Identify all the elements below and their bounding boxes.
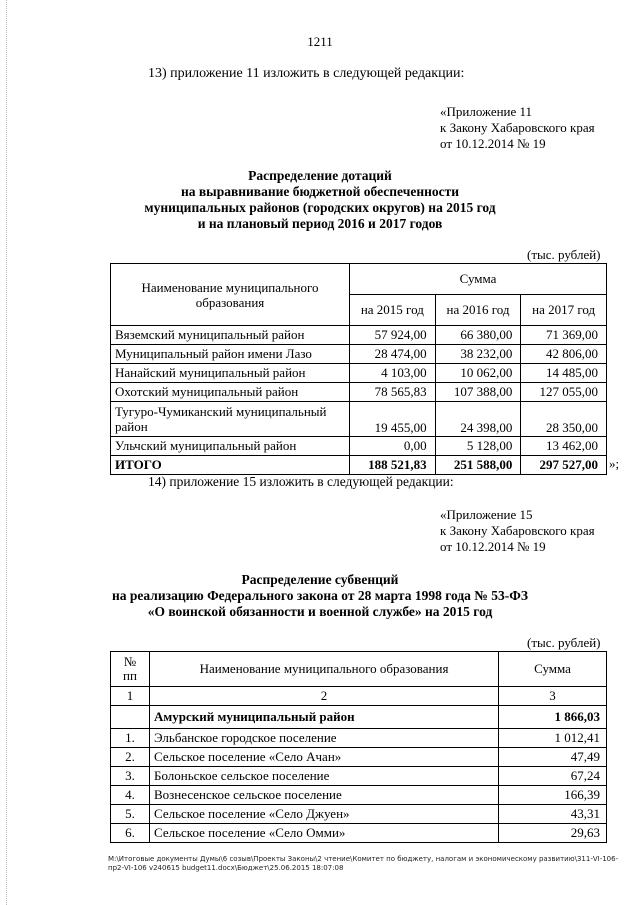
year-2017: на 2017 год (521, 295, 607, 326)
row-sum: 47,49 (499, 748, 607, 767)
value-2016: 107 388,00 (435, 383, 521, 402)
value-2016: 24 398,00 (435, 402, 521, 437)
total-2017: 297 527,00 (521, 456, 607, 475)
total-label: ИТОГО (111, 456, 350, 475)
value-2017: 42 806,00 (521, 345, 607, 364)
column-header-name: Наименование муниципального образования (150, 652, 499, 687)
row-no: 5. (111, 805, 150, 824)
column-header-number (111, 652, 150, 687)
row-name: Ульчский муниципальный район (111, 437, 350, 456)
header-no: № (123, 654, 137, 669)
value-2015: 19 455,00 (350, 402, 436, 437)
table-2-title (0, 572, 640, 620)
appendix-11-line2: к Закону Хабаровского края (440, 120, 595, 135)
district-row (111, 706, 607, 729)
total-2015: 188 521,83 (350, 456, 436, 475)
row-sum: 67,24 (499, 767, 607, 786)
row-name: Вяземский муниципальный район (111, 326, 350, 345)
value-2016: 5 128,00 (435, 437, 521, 456)
row-name: Нанайский муниципальный район (111, 364, 350, 383)
row-name: Болоньское сельское поселение (150, 767, 499, 786)
table-header-row (111, 264, 607, 295)
row-name: Сельское поселение «Село Ачан» (150, 748, 499, 767)
appendix-15-reference (440, 507, 595, 555)
appendix-15-line1: «Приложение 15 (440, 507, 533, 522)
scan-edge-line (6, 0, 8, 905)
subvention-table (110, 651, 607, 843)
row-sum: 166,39 (499, 786, 607, 805)
page-number: 1211 (307, 34, 333, 49)
value-2016: 38 232,00 (435, 345, 521, 364)
subsidy-table (110, 263, 607, 475)
value-2015: 57 924,00 (350, 326, 436, 345)
table-row (111, 767, 607, 786)
column-number-row (111, 687, 607, 706)
appendix-11-line1: «Приложение 11 (440, 104, 533, 119)
row-sum: 1 012,41 (499, 729, 607, 748)
total-2016: 251 588,00 (435, 456, 521, 475)
appendix-11-line3: от 10.12.2014 № 19 (440, 136, 546, 151)
title1-line1: Распределение дотаций (248, 168, 392, 183)
year-2016: на 2016 год (435, 295, 521, 326)
table-row (111, 345, 607, 364)
table-header-row (111, 652, 607, 687)
table-row (111, 824, 607, 843)
table-row (111, 729, 607, 748)
title2-line2: на реализацию Федерального закона от 28 марта 1998 года № 53-ФЗ (112, 588, 528, 603)
row-name: Сельское поселение «Село Омми» (150, 824, 499, 843)
item-14-text: 14) приложение 15 изложить в следующей редакции: (148, 474, 454, 489)
closing-quote: »; (609, 456, 620, 471)
row-name: Сельское поселение «Село Джуен» (150, 805, 499, 824)
table-row (111, 748, 607, 767)
table-row (111, 402, 607, 437)
row-no: 1. (111, 729, 150, 748)
row-name: Охотский муниципальный район (111, 383, 350, 402)
year-2015: на 2015 год (350, 295, 436, 326)
appendix-15-line2: к Закону Хабаровского края (440, 523, 595, 538)
title1-line4: и на плановый период 2016 и 2017 годов (197, 216, 443, 231)
row-no: 6. (111, 824, 150, 843)
table-row (111, 786, 607, 805)
unit-label-2: (тыс. рублей) (527, 635, 601, 650)
colnum-2: 2 (150, 687, 499, 706)
unit-label-1: (тыс. рублей) (527, 247, 601, 262)
value-2015: 28 474,00 (350, 345, 436, 364)
district-sum: 1 866,03 (499, 706, 607, 729)
table-row (111, 805, 607, 824)
district-name: Амурский муниципальный район (150, 706, 499, 729)
table-row (111, 437, 607, 456)
header-pp: пп (123, 668, 137, 683)
total-row (111, 456, 607, 475)
row-name: Эльбанское городское поселение (150, 729, 499, 748)
column-header-sum: Сумма (499, 652, 607, 687)
value-2016: 10 062,00 (435, 364, 521, 383)
row-name: Муниципальный район имени Лазо (111, 345, 350, 364)
row-name: Тугуро-Чумиканский муниципальный район (111, 402, 350, 437)
item-13-text: 13) приложение 11 изложить в следующей редакции: (148, 66, 465, 81)
value-2017: 13 462,00 (521, 437, 607, 456)
value-2015: 78 565,83 (350, 383, 436, 402)
title1-line3: муниципальных районов (городских округов) на 2015 год (144, 200, 496, 215)
value-2015: 0,00 (350, 437, 436, 456)
value-2016: 66 380,00 (435, 326, 521, 345)
title2-line1: Распределение субвенций (241, 572, 399, 587)
appendix-11-reference (440, 104, 595, 152)
column-header-name: Наименование муниципального образования (111, 264, 350, 326)
title2-line3: «О воинской обязанности и военной службе» на 2015 год (147, 604, 493, 619)
value-2017: 71 369,00 (521, 326, 607, 345)
row-no: 2. (111, 748, 150, 767)
title1-line2: на выравнивание бюджетной обеспеченности (180, 184, 460, 199)
value-2017: 127 055,00 (521, 383, 607, 402)
colnum-3: 3 (499, 687, 607, 706)
value-2015: 4 103,00 (350, 364, 436, 383)
value-2017: 14 485,00 (521, 364, 607, 383)
file-path-footer: M:\Итоговые документы Думы\6 созыв\Проекты Законы\2 чтение\Комитет по бюджету, налогам и экономическому развитию\311-VI-106-пр2-VI-106 v240615 budget11.docx\Бюджет\25.06.2015 18:07:08 (108, 855, 619, 872)
row-sum: 43,31 (499, 805, 607, 824)
row-no: 3. (111, 767, 150, 786)
row-no: 4. (111, 786, 150, 805)
row-sum: 29,63 (499, 824, 607, 843)
appendix-15-line3: от 10.12.2014 № 19 (440, 539, 546, 554)
column-header-sum: Сумма (350, 264, 607, 295)
value-2017: 28 350,00 (521, 402, 607, 437)
table-row (111, 383, 607, 402)
table-1-title (0, 168, 640, 232)
colnum-1: 1 (111, 687, 150, 706)
district-no (111, 706, 150, 729)
row-name: Вознесенское сельское поселение (150, 786, 499, 805)
table-row (111, 326, 607, 345)
table-row (111, 364, 607, 383)
